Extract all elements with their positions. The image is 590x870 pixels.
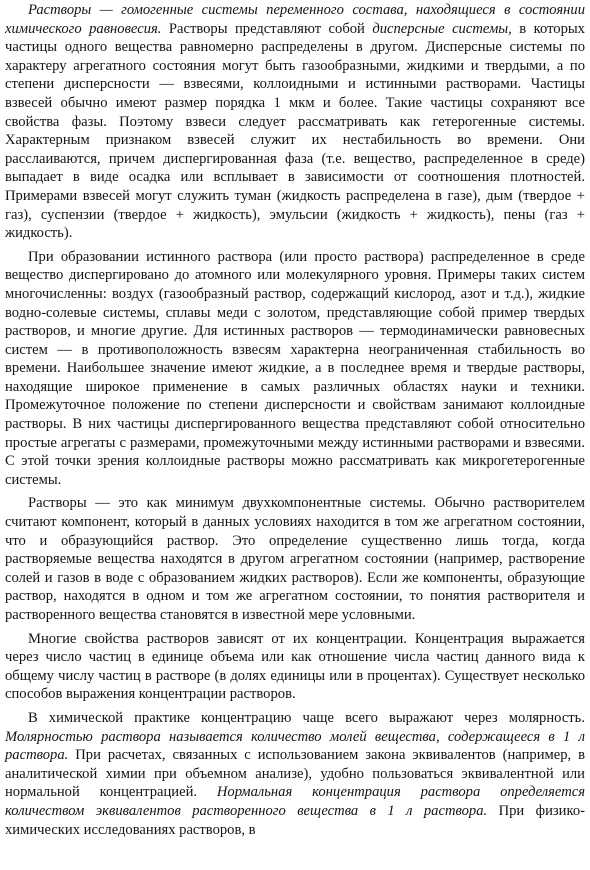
text-run: При физико-химических исследованиях растворов, в [5,802,585,838]
text-run: Растворы — это как минимум двухкомпонентные системы. Обычно растворителем считают компонент, который в данных условиях находится в том же агрегатном состоянии, что и образующийся раствор. Это определение существенно лишь тогда, когда растворяемые вещества находятся в другом агрегатном состоянии (например, растворение солей и газов в воде с образованием жидких растворов). Если же компоненты, образующие раствор, находятся в одном и том же агрегатном состоянии, то понятия растворителя и растворенного вещества становятся в известной мере условными. [5,495,585,623]
paragraph-true-solutions [5,248,585,490]
text-run: При образовании истинного раствора (или просто раствора) распределенное в среде вещество диспергировано до атомного или молекулярного уровня. Примеры таких систем многочисленны: воздух (газообразный раствор, содержащий кислород, азот и т.д.), жидкие водно-солевые системы, сплавы меди с золотом, представляющие собой пример твердых растворов, и многие другие. Для истинных растворов — термодинамически равновесных систем — в противоположность взвесям характерна неограниченная стабильность во времени. Наибольшее значение имеют жидкие, а в последнее время и твердые растворы, находящие широкое применение в самых различных областях науки и техники. Промежуточное положение по степени дисперсности и свойствам занимают коллоидные растворы. В них частицы диспергированного вещества представляют собой относительно простые агрегаты с размерами, промежуточными между истинными растворами и взвесями. С этой точки зрения коллоидные растворы можно рассматривать как микрогетерогенные системы. [5,248,585,488]
definition-normality: Нормальная концентрация раствора определяется количеством эквивалентов растворенного вещества в 1 л раствора. [5,784,585,819]
definition-solutions: Растворы — гомогенные системы переменного состава, находящиеся в состоянии химического равновесия. [5,2,585,37]
text-run: В химической практике концентрацию чаще всего выражают через молярность. [28,709,585,726]
text-run: Растворы представляют собой [161,20,373,37]
paragraph-molarity [5,709,585,839]
text-run: Многие свойства растворов зависят от их концентрации. Концентрация выражается через число частиц в единице объема или как отношение числа частиц данного вида к общему числу частиц в растворе (в долях единицы или в процентах). Существует несколько способов выражения концентрации растворов. [5,630,585,703]
paragraph-solutions-definition [5,1,585,243]
definition-molarity: Молярностью раствора называется количество молей вещества, содержащееся в 1 л раствора. [5,728,585,764]
text-run: При расчетах, связанных с использованием закона эквивалентов (например, в аналитической химии при объемном анализе), удобно пользоваться эквивалентной или нормальной концентрацией. [5,747,585,801]
term-dispersed-systems: дисперсные системы, [372,20,512,37]
paragraph-components [5,494,585,624]
text-run: в которых частицы одного вещества равномерно распределены в другом. Дисперсные системы по характеру агрегатного состояния могут быть газообразными, жидкими и твердыми, а по степени дисперсности — взвесями, коллоидными и истинными растворами. Частицы взвесей обычно имеют размер порядка 1 мкм и более. Такие частицы сохраняют все свойства фазы. Поэтому взвеси следует рассматривать как гетерогенные системы. Характерным признаком взвесей служит их нестабильность во времени. Они расслаиваются, причем диспергированная фаза (т.е. вещество, распределенное в среде) выпадает в виде осадка или всплывает в зависимости от соотношения плотностей. Примерами взвесей могут служить туман (жидкость распределена в газе), дым (твердое + газ), суспензии (твердое + жидкость), эмульсии (жидкость + жидкость), пены (газ + жидкость). [5,20,585,242]
paragraph-concentration [5,630,585,704]
